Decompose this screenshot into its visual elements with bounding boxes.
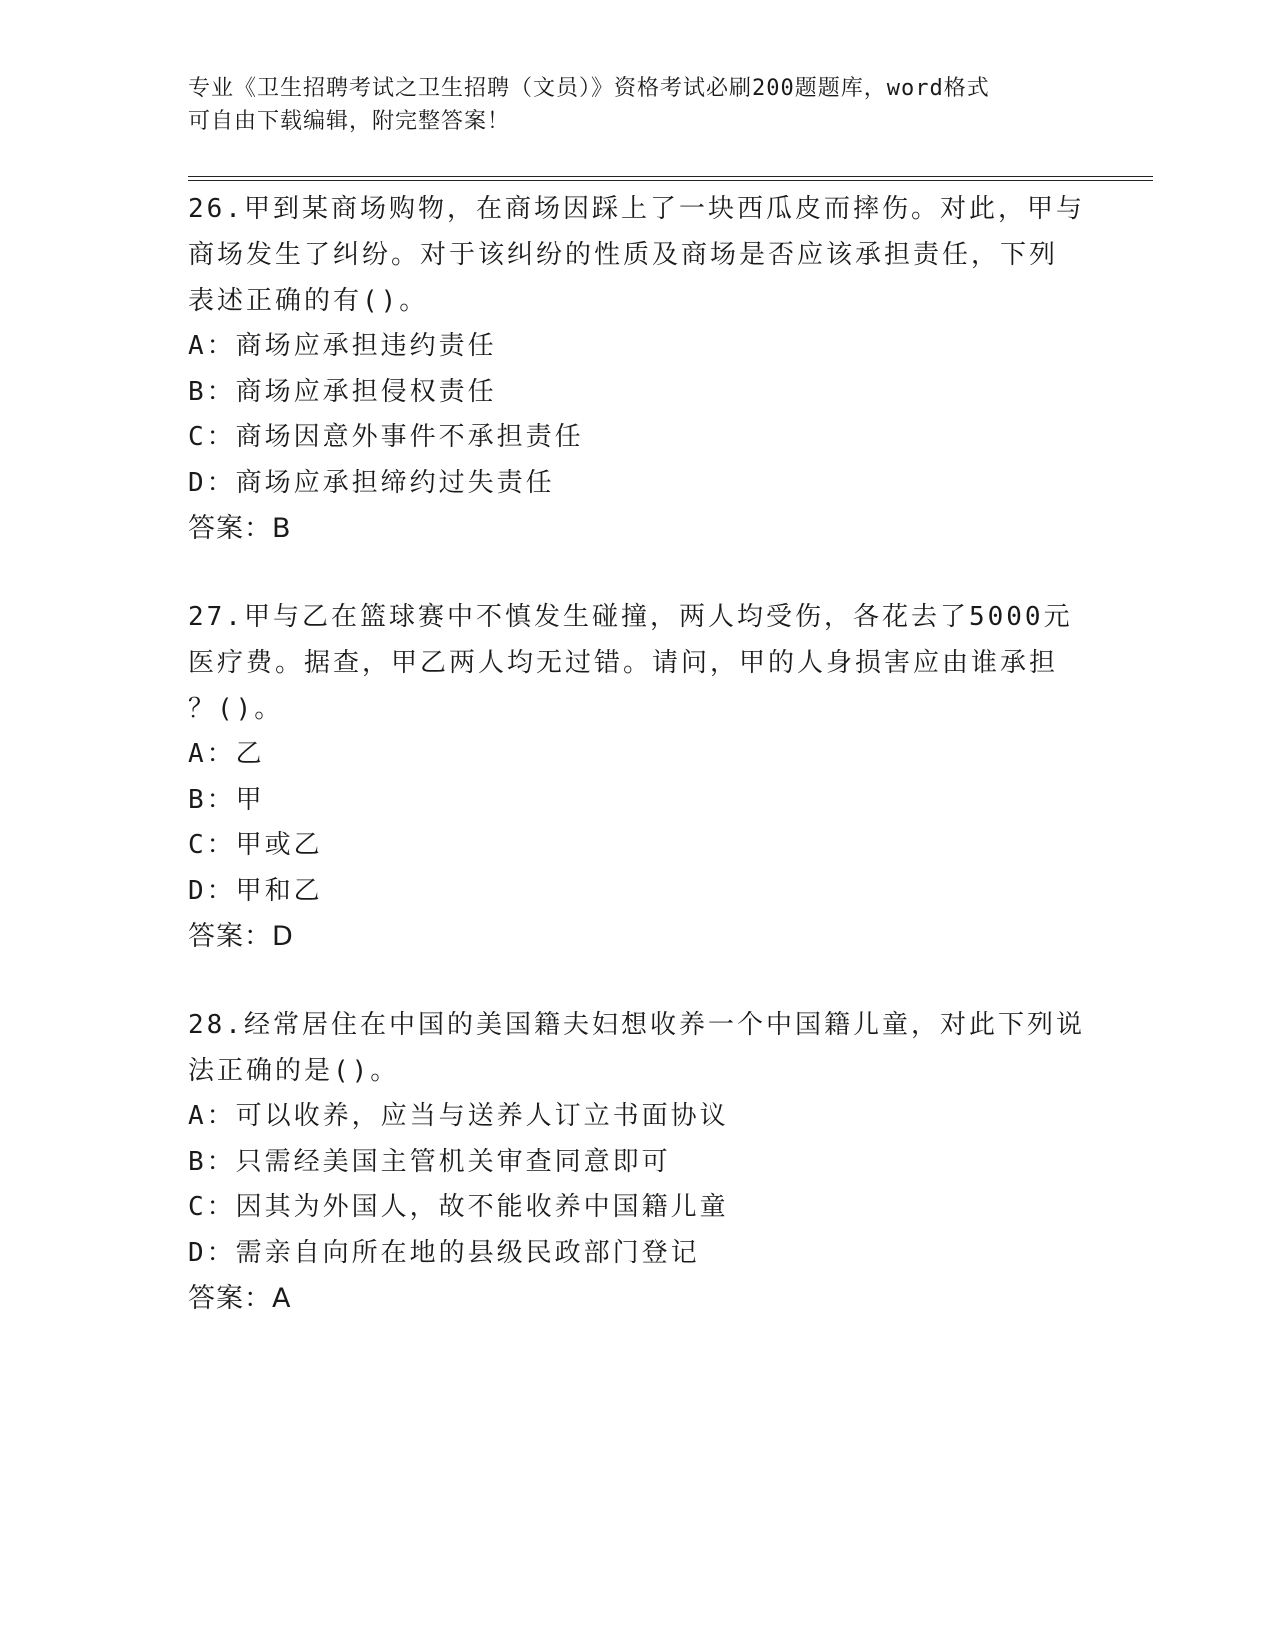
question-stem-line: ？()。 xyxy=(188,694,284,724)
question-stem-line: 26.甲到某商场购物，在商场因踩上了一块西瓜皮而摔伤。对此，甲与 xyxy=(188,194,1085,224)
question-26 xyxy=(188,186,1088,552)
answer-line: 答案：D xyxy=(188,921,294,952)
option-b: B：只需经美国主管机关审查同意即可 xyxy=(188,1146,671,1177)
option-a: A：商场应承担违约责任 xyxy=(188,331,497,361)
question-list xyxy=(188,186,1088,1364)
answer-line: 答案：B xyxy=(188,513,292,544)
option-d: D：甲和乙 xyxy=(188,875,323,906)
header-line-1: 专业《卫生招聘考试之卫生招聘（文员）》资格考试必刷200题题库，word格式 xyxy=(188,76,990,101)
document-header xyxy=(188,72,1068,138)
option-c: C：甲或乙 xyxy=(188,830,323,860)
question-stem-line: 法正确的是()。 xyxy=(188,1056,400,1086)
option-c: C：因其为外国人，故不能收养中国籍儿童 xyxy=(188,1192,729,1222)
header-line-2: 可自由下载编辑，附完整答案！ xyxy=(188,109,511,134)
answer-line: 答案：A xyxy=(188,1283,292,1314)
option-a: A：乙 xyxy=(188,739,265,769)
option-list xyxy=(188,1094,1088,1276)
question-stem-line: 27.甲与乙在篮球赛中不慎发生碰撞，两人均受伤，各花去了5000元 xyxy=(188,602,1073,632)
question-stem-line: 医疗费。据查，甲乙两人均无过错。请问，甲的人身损害应由谁承担 xyxy=(188,648,1059,678)
option-d: D：需亲自向所在地的县级民政部门登记 xyxy=(188,1237,700,1268)
divider-line-top xyxy=(188,176,1153,177)
question-27 xyxy=(188,594,1088,960)
question-28 xyxy=(188,1002,1088,1322)
option-list xyxy=(188,732,1088,914)
option-c: C：商场因意外事件不承担责任 xyxy=(188,422,584,452)
divider-line-bottom xyxy=(188,180,1153,181)
header-divider xyxy=(188,176,1153,181)
question-stem-line: 商场发生了纠纷。对于该纠纷的性质及商场是否应该承担责任，下列 xyxy=(188,240,1059,270)
question-stem-line: 表述正确的有()。 xyxy=(188,286,429,316)
question-stem-line: 28.经常居住在中国的美国籍夫妇想收养一个中国籍儿童，对此下列说 xyxy=(188,1010,1085,1040)
option-d: D：商场应承担缔约过失责任 xyxy=(188,467,555,498)
option-a: A：可以收养，应当与送养人订立书面协议 xyxy=(188,1101,729,1131)
option-b: B：甲 xyxy=(188,784,265,815)
option-list xyxy=(188,324,1088,506)
option-b: B：商场应承担侵权责任 xyxy=(188,376,497,407)
